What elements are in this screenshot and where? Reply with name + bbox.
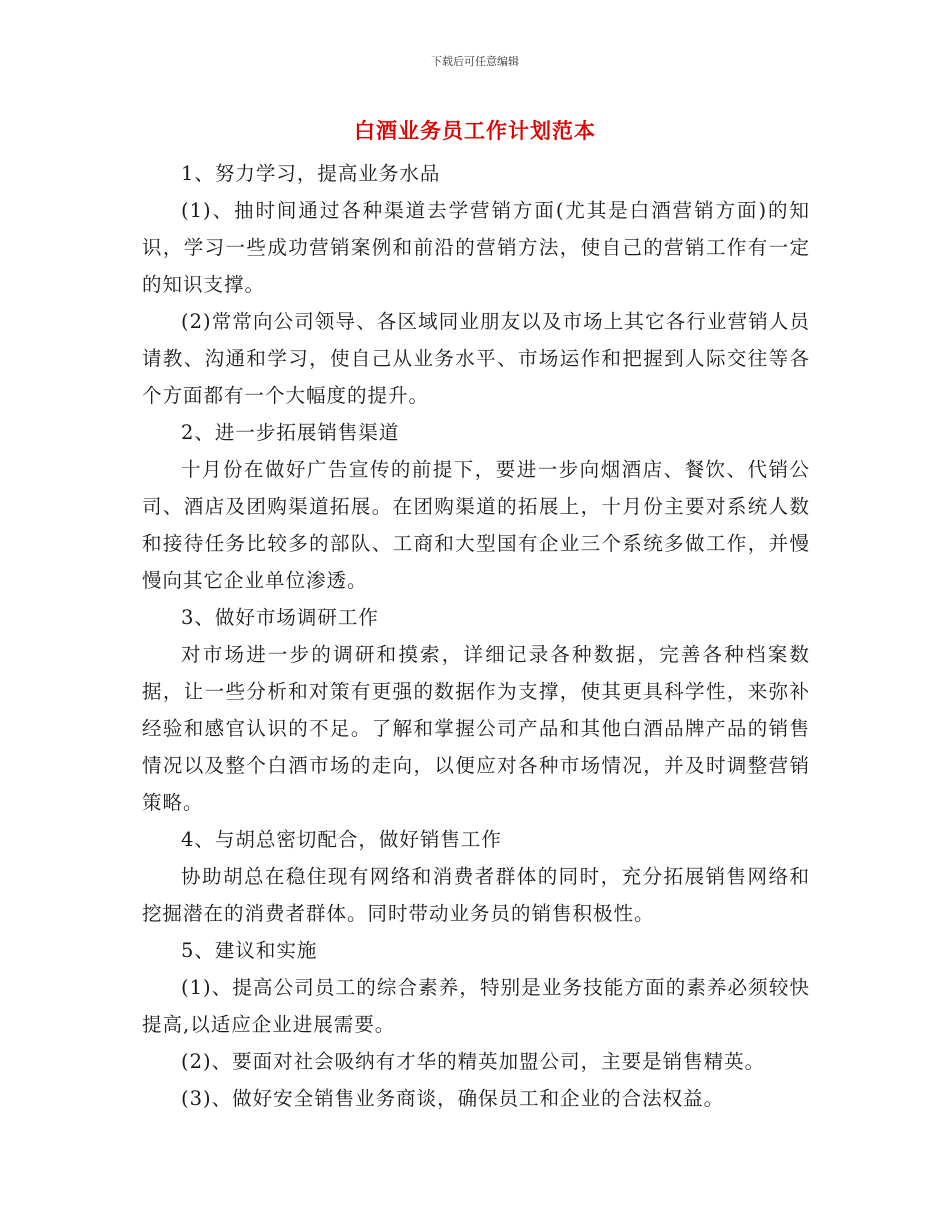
paragraph: (2)常常向公司领导、各区域同业朋友以及市场上其它各行业营销人员请教、沟通和学习，使自己从业务水平、市场运作和把握到人际交往等各个方面都有一个大幅度的提升。 (142, 310, 810, 407)
section-heading-5: 5、建议和实施 (181, 939, 318, 962)
paragraph: (1)、抽时间通过各种渠道去学营销方面(尤其是白酒营销方面)的知识，学习一些成功营销案例和前沿的营销方法，使自己的营销工作有一定的知识支撑。 (142, 199, 810, 296)
paragraph: 对市场进一步的调研和摸索，详细记录各种数据，完善各种档案数据，让一些分析和对策有更强的数据作为支撑，使其更具科学性，来弥补经验和感官认识的不足。了解和掌握公司产品和其他白酒品牌产品的销售情况以及整个白酒市场的走向，以便应对各种市场情况，并及时调整营销策略。 (142, 643, 810, 814)
paragraph: 协助胡总在稳住现有网络和消费者群体的同时，充分拓展销售网络和挖掘潜在的消费者群体。同时带动业务员的销售积极性。 (142, 865, 810, 925)
section-heading-4: 4、与胡总密切配合，做好销售工作 (181, 828, 502, 851)
paragraph: (2)、要面对社会吸纳有才华的精英加盟公司，主要是销售精英。 (181, 1050, 766, 1073)
paragraph: (3)、做好安全销售业务商谈，确保员工和企业的合法权益。 (181, 1087, 725, 1110)
document-body (142, 155, 810, 1117)
section-heading-2: 2、进一步拓展销售渠道 (181, 421, 400, 444)
section-heading-3: 3、做好市场调研工作 (181, 606, 379, 629)
paragraph: (1)、提高公司员工的综合素养，特别是业务技能方面的素养必须较快提高,以适应企业进展需要。 (142, 976, 810, 1036)
section-heading-1: 1、努力学习，提高业务水品 (181, 162, 441, 185)
page-header-note: 下载后可任意编辑 (431, 55, 519, 68)
paragraph: 十月份在做好广告宣传的前提下，要进一步向烟酒店、餐饮、代销公司、酒店及团购渠道拓展。在团购渠道的拓展上，十月份主要对系统人数和接待任务比较多的部队、工商和大型国有企业三个系统多做工作，并慢慢向其它企业单位渗透。 (142, 458, 810, 592)
document-title: 白酒业务员工作计划范本 (354, 119, 596, 143)
